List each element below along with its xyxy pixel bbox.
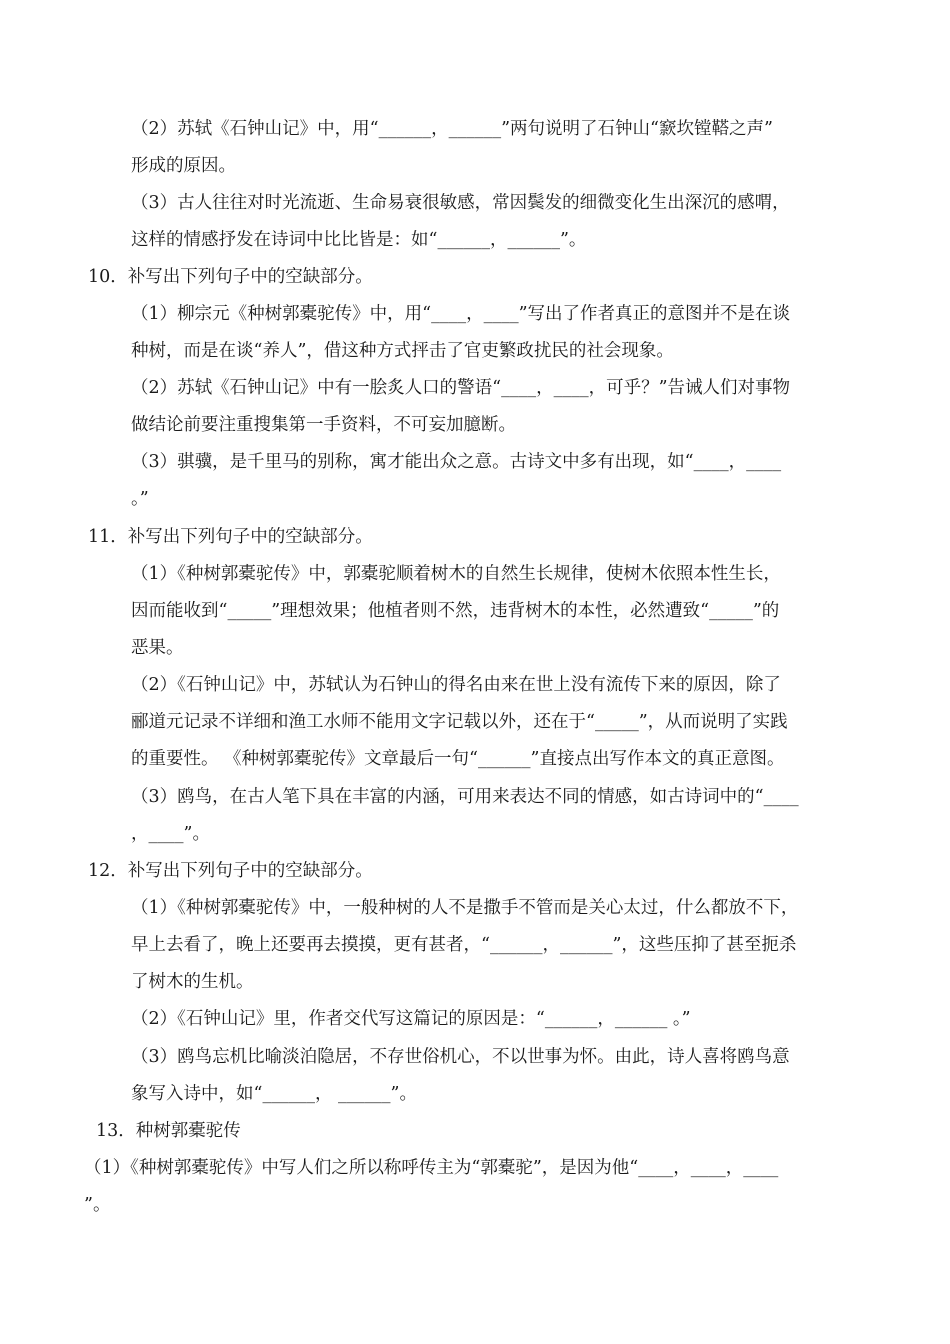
q11-item3-line2: ，____”。 [131, 824, 210, 844]
q10-item3-line1: （3）骐骥，是千里马的别称，寓才能出众之意。古诗文中多有出现，如“____，____ [131, 452, 782, 472]
q13-item1-line2: ”。 [84, 1195, 111, 1215]
q10-item2-line2: 做结论前要注重搜集第一手资料，不可妄加臆断。 [131, 415, 516, 435]
q12-item1-line1: （1）《种树郭橐驼传》中，一般种树的人不是撒手不管而是关心太过，什么都放不下， [131, 898, 799, 918]
q12-heading: 12．补写出下列句子中的空缺部分。 [88, 861, 373, 881]
q9-item3-line2: 这样的情感抒发在诗词中比比皆是：如“______，______”。 [131, 230, 587, 250]
q9-item2-line1: （2）苏轼《石钟山记》中，用“______，______”两句说明了石钟山“窾坎镗鞳之声” [131, 119, 773, 139]
q9-item2-line2: 形成的原因。 [131, 156, 236, 176]
q11-item3-line1: （3）鸥鸟，在古人笔下具在丰富的内涵，可用来表达不同的情感，如古诗词中的“____ [131, 787, 799, 807]
q12-item1-line3: 了树木的生机。 [131, 972, 254, 992]
q11-item1-line1: （1）《种树郭橐驼传》中，郭橐驼顺着树木的自然生长规律，使树木依照本性生长， [131, 564, 781, 584]
q11-item2-line3: 的重要性。 《种树郭橐驼传》文章最后一句“______”直接点出写作本文的真正意图。 [131, 749, 785, 769]
q11-item2-line1: （2）《石钟山记》中，苏轼认为石钟山的得名由来在世上没有流传下来的原因，除了 [131, 675, 781, 695]
q10-item1-line1: （1）柳宗元《种树郭橐驼传》中，用“____，____”写出了作者真正的意图并不是在谈 [131, 304, 791, 324]
q13-heading: 13．种树郭橐驼传 [96, 1121, 241, 1141]
q13-item1-line1: （1）《种树郭橐驼传》中写人们之所以称呼传主为“郭橐驼”，是因为他“____，____，____ [84, 1158, 779, 1178]
q12-item3-line1: （3）鸥鸟忘机比喻淡泊隐居，不存世俗机心，不以世事为怀。由此，诗人喜将鸥鸟意 [131, 1047, 790, 1067]
q12-item1-line2: 早上去看了，晚上还要再去摸摸，更有甚者，“______，______”，这些压抑了甚至扼杀 [131, 935, 797, 955]
q9-item3-line1: （3）古人往往对时光流逝、生命易衰很敏感，常因鬓发的细微变化生出深沉的感喟， [131, 193, 790, 213]
q10-item2-line1: （2）苏轼《石钟山记》中有一脍炙人口的警语“____，____，可乎？”告诫人们对事物 [131, 378, 791, 398]
q11-item1-line3: 恶果。 [131, 638, 184, 658]
q10-heading: 10．补写出下列句子中的空缺部分。 [88, 267, 373, 287]
q12-item3-line2: 象写入诗中，如“______， ______”。 [131, 1084, 417, 1104]
q10-item1-line2: 种树，而是在谈“养人”，借这种方式抨击了官吏繁政扰民的社会现象。 [131, 341, 674, 361]
q10-item3-line2: 。” [131, 489, 149, 509]
q11-item2-line2: 郦道元记录不详细和渔工水师不能用文字记载以外，还在于“_____”，从而说明了实践 [131, 712, 788, 732]
q12-item2-line1: （2）《石钟山记》里，作者交代写这篇记的原因是：“______，______ 。” [131, 1009, 691, 1029]
q11-item1-line2: 因而能收到“_____”理想效果；他植者则不然，违背树木的本性，必然遭致“_____”的 [131, 601, 780, 621]
q11-heading: 11．补写出下列句子中的空缺部分。 [88, 527, 373, 547]
